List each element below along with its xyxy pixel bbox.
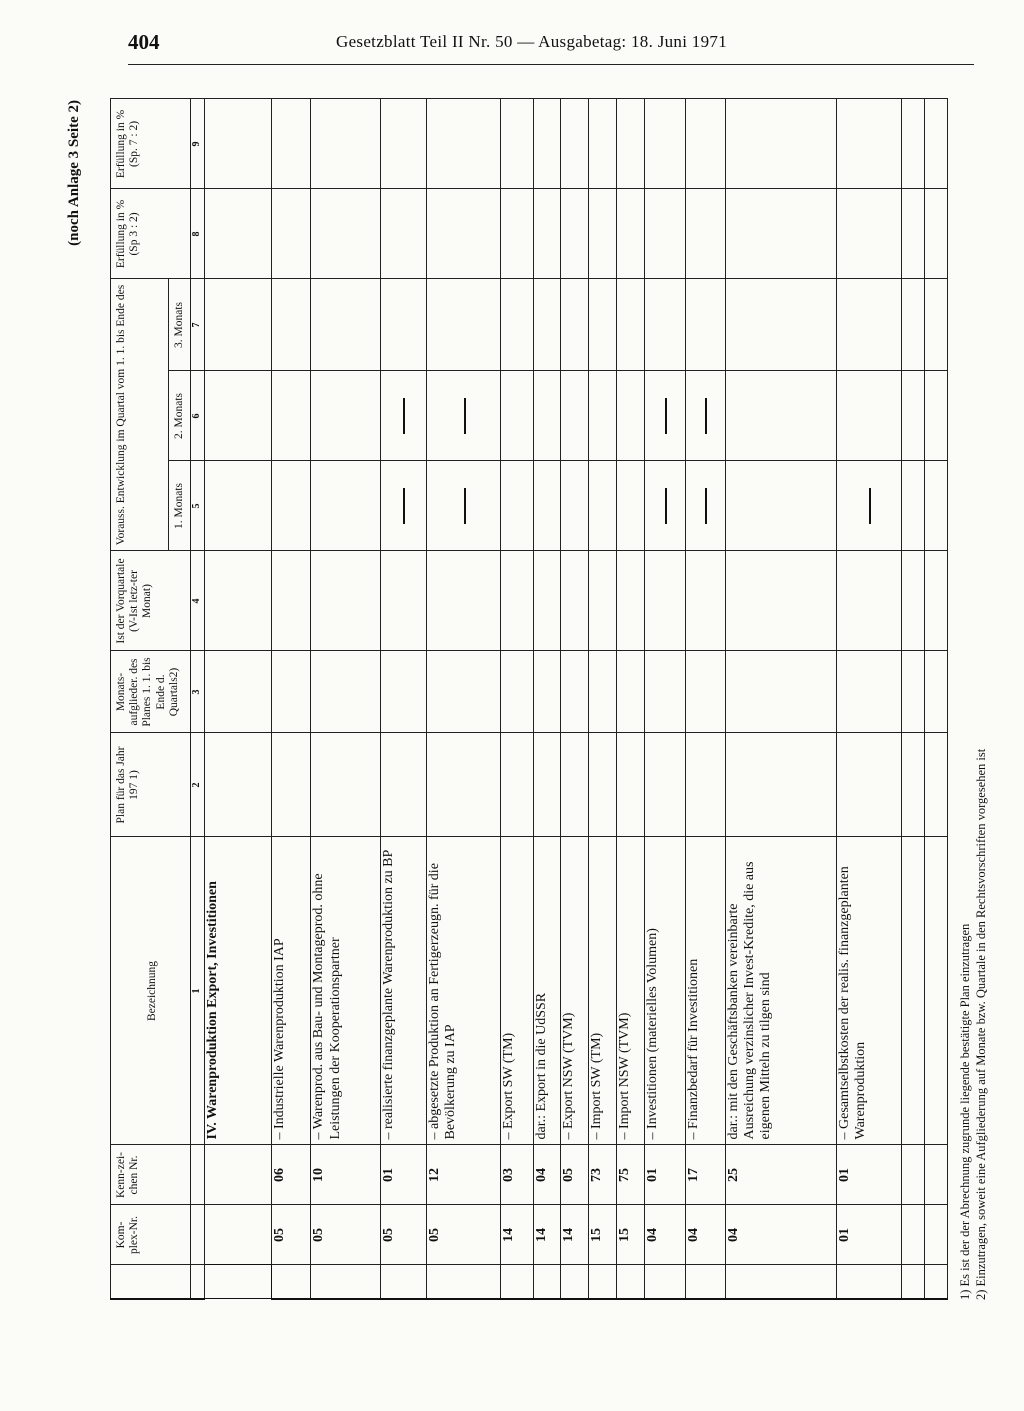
value-cell (501, 461, 533, 551)
value-cell (311, 99, 380, 189)
value-cell (836, 279, 901, 371)
column-number: 8 (191, 189, 205, 279)
komplex-nr: 15 (616, 1205, 644, 1265)
value-cell (533, 651, 561, 733)
empty-cell (901, 1265, 924, 1299)
section-row (205, 99, 272, 1299)
empty-cell (901, 837, 924, 1145)
value-cell (616, 733, 644, 837)
kennzeichen-nr: 06 (272, 1145, 311, 1205)
value-cell (616, 371, 644, 461)
empty-cell (924, 279, 947, 371)
value-cell (561, 461, 589, 551)
value-cell (427, 651, 501, 733)
table-row (533, 99, 561, 1299)
section-title: IV. Warenproduktion Export, Investitionen (205, 837, 272, 1145)
value-cell (686, 461, 725, 551)
value-cell (725, 371, 836, 461)
value-cell (427, 371, 501, 461)
empty-cell (616, 1265, 644, 1299)
row-description: – Import SW (TM) (589, 837, 617, 1145)
value-cell (561, 733, 589, 837)
value-cell (589, 189, 617, 279)
column-number: 7 (191, 279, 205, 371)
kennzeichen-nr: 75 (616, 1145, 644, 1205)
row-description: – abgesetzte Produktion an Fertigerzeugn. für die Bevölkerung zu IAP (427, 837, 501, 1145)
value-cell (725, 279, 836, 371)
kennzeichen-nr: 05 (561, 1145, 589, 1205)
value-cell (205, 551, 272, 651)
value-cell (205, 371, 272, 461)
value-cell (533, 371, 561, 461)
value-cell (205, 651, 272, 733)
footnote: 2) Einzutragen, soweit eine Aufgliederung auf Monate bzw. Quartale in den Rechtsvorschriften vorgesehen ist (973, 748, 988, 1300)
row-description: – Investitionen (materielles Volumen) (644, 837, 686, 1145)
row-description: – Import NSW (TVM) (616, 837, 644, 1145)
value-cell (311, 279, 380, 371)
komplex-nr: 04 (725, 1205, 836, 1265)
header-erfuellung-2: Erfüllung in % (Sp. 7 : 2) (111, 99, 191, 189)
lsp-label (205, 1265, 272, 1299)
value-cell (380, 279, 426, 371)
value-cell (836, 551, 901, 651)
table-row (589, 99, 617, 1299)
empty-cell (924, 371, 947, 461)
column-number: 3 (191, 651, 205, 733)
komplex-nr: 14 (533, 1205, 561, 1265)
value-cell (205, 461, 272, 551)
empty-cell (924, 1145, 947, 1205)
value-cell (311, 189, 380, 279)
value-cell (311, 551, 380, 651)
value-cell (616, 551, 644, 651)
header-monats: Monats-aufglieder. des Planes 1. 1. bis Ende d. Quartals2) (111, 651, 191, 733)
row-description: dar.: mit den Geschäftsbanken vereinbarte Ausreichung verzinslicher Invest-Kredite, die aus eigenen Mitteln zu tilgen sind (725, 837, 836, 1145)
empty-cell (924, 189, 947, 279)
value-cell (533, 99, 561, 189)
value-cell (836, 99, 901, 189)
kennzeichen-nr: 03 (501, 1145, 533, 1205)
kennzeichen-nr: 04 (533, 1145, 561, 1205)
value-cell (533, 461, 561, 551)
value-cell (272, 733, 311, 837)
empty-cell (501, 1265, 533, 1299)
table-row (272, 99, 311, 1299)
table-row (380, 99, 426, 1299)
header-month-1: 1. Monats (169, 461, 191, 551)
column-number-empty (191, 1205, 205, 1265)
value-cell (644, 99, 686, 189)
value-cell (380, 461, 426, 551)
empty-cell (427, 1265, 501, 1299)
value-cell (380, 733, 426, 837)
header-komplex: Kom-plex-Nr. (111, 1205, 191, 1265)
value-cell (686, 651, 725, 733)
komplex-nr: 05 (272, 1205, 311, 1265)
empty-cell (901, 461, 924, 551)
rotated-form (66, 100, 988, 1300)
value-cell (725, 189, 836, 279)
header-plan: Plan für das Jahr 197 1) (111, 733, 191, 837)
empty-cell (644, 1265, 686, 1299)
empty-cell (924, 733, 947, 837)
not-applicable-dash (665, 488, 667, 524)
kennzeichen-nr: 10 (311, 1145, 380, 1205)
value-cell (561, 551, 589, 651)
value-cell (501, 651, 533, 733)
komplex-nr: 04 (644, 1205, 686, 1265)
header-month-2: 2. Monats (169, 371, 191, 461)
value-cell (533, 551, 561, 651)
value-cell (836, 461, 901, 551)
value-cell (561, 189, 589, 279)
value-cell (616, 461, 644, 551)
value-cell (589, 651, 617, 733)
value-cell (501, 279, 533, 371)
not-applicable-dash (705, 398, 707, 434)
komplex-nr: 04 (686, 1205, 725, 1265)
value-cell (616, 279, 644, 371)
value-cell (380, 371, 426, 461)
value-cell (725, 733, 836, 837)
value-cell (644, 551, 686, 651)
value-cell (205, 733, 272, 837)
value-cell (311, 733, 380, 837)
value-cell (589, 279, 617, 371)
komplex-nr: 14 (561, 1205, 589, 1265)
value-cell (725, 651, 836, 733)
value-cell (644, 461, 686, 551)
value-cell (205, 189, 272, 279)
empty-cell (311, 1265, 380, 1299)
value-cell (644, 371, 686, 461)
value-cell (616, 651, 644, 733)
row-description: – Gesamtselbstkosten der realis. finanzgeplanten Warenproduktion (836, 837, 901, 1145)
value-cell (686, 551, 725, 651)
not-applicable-dash (403, 398, 405, 434)
value-cell (589, 551, 617, 651)
empty-cell (924, 1265, 947, 1299)
header-ist: Ist der Vorquartale (V-Ist letz-ter Monat) (111, 551, 191, 651)
table-row (501, 99, 533, 1299)
table-row (311, 99, 380, 1299)
value-cell (272, 189, 311, 279)
column-number: 9 (191, 99, 205, 189)
empty-cell (836, 1265, 901, 1299)
empty-cell (901, 99, 924, 189)
value-cell (561, 651, 589, 733)
empty-cell (901, 1205, 924, 1265)
empty-cell (901, 279, 924, 371)
empty-cell (924, 837, 947, 1145)
value-cell (380, 189, 426, 279)
column-number-empty (191, 1145, 205, 1205)
value-cell (561, 279, 589, 371)
value-cell (272, 371, 311, 461)
komplex-nr: 14 (501, 1205, 533, 1265)
page-header (128, 30, 974, 66)
header-empty (111, 1265, 191, 1299)
value-cell (272, 461, 311, 551)
value-cell (616, 189, 644, 279)
empty-row (901, 99, 924, 1299)
value-cell (644, 651, 686, 733)
kennzeichen-nr: 17 (686, 1145, 725, 1205)
empty-cell (589, 1265, 617, 1299)
column-number: 4 (191, 551, 205, 651)
value-cell (686, 371, 725, 461)
empty-cell (901, 733, 924, 837)
not-applicable-dash (403, 488, 405, 524)
value-cell (311, 371, 380, 461)
row-description: – realisierte finanzgeplante Warenproduktion zu BP (380, 837, 426, 1145)
header-erfuellung-1: Erfüllung in % (Sp 3 : 2) (111, 189, 191, 279)
value-cell (501, 189, 533, 279)
kennzeichen-nr: 73 (589, 1145, 617, 1205)
kennzeichen-nr: 25 (725, 1145, 836, 1205)
value-cell (836, 371, 901, 461)
column-number: 1 (191, 837, 205, 1145)
empty-cell (272, 1265, 311, 1299)
value-cell (427, 279, 501, 371)
kennzeichen-nr: 01 (836, 1145, 901, 1205)
value-cell (836, 189, 901, 279)
kennzeichen-nr: 12 (427, 1145, 501, 1205)
value-cell (380, 99, 426, 189)
komplex-nr: 05 (380, 1205, 426, 1265)
value-cell (836, 651, 901, 733)
kennzeichen-nr: 01 (380, 1145, 426, 1205)
table-row (836, 99, 901, 1299)
header-rule (128, 64, 974, 65)
empty-cell (533, 1265, 561, 1299)
value-cell (686, 733, 725, 837)
value-cell (311, 651, 380, 733)
value-cell (589, 99, 617, 189)
value-cell (272, 99, 311, 189)
value-cell (725, 461, 836, 551)
header-bezeichnung: Bezeichnung (111, 837, 191, 1145)
not-applicable-dash (869, 488, 871, 524)
report-table (110, 98, 948, 1300)
empty-cell (924, 99, 947, 189)
value-cell (501, 371, 533, 461)
value-cell (561, 371, 589, 461)
kennzeichen-nr: 01 (644, 1145, 686, 1205)
empty-cell (924, 651, 947, 733)
row-description: – Warenprod. aus Bau- und Montageprod. ohne Leistungen der Kooperationspartner (311, 837, 380, 1145)
value-cell (533, 733, 561, 837)
value-cell (561, 99, 589, 189)
not-applicable-dash (464, 488, 466, 524)
value-cell (427, 461, 501, 551)
value-cell (533, 189, 561, 279)
table-row (686, 99, 725, 1299)
value-cell (311, 461, 380, 551)
value-cell (427, 733, 501, 837)
komplex-nr: 05 (427, 1205, 501, 1265)
header-month-3: 3. Monats (169, 279, 191, 371)
value-cell (836, 733, 901, 837)
value-cell (644, 279, 686, 371)
footnotes (958, 100, 989, 1300)
value-cell (205, 99, 272, 189)
empty-cell (725, 1265, 836, 1299)
not-applicable-dash (705, 488, 707, 524)
empty-row (924, 99, 947, 1299)
table-row (427, 99, 501, 1299)
empty-cell (205, 1145, 272, 1205)
not-applicable-dash (464, 398, 466, 434)
value-cell (205, 279, 272, 371)
lsp-column-head (191, 1265, 205, 1299)
value-cell (725, 551, 836, 651)
empty-cell (561, 1265, 589, 1299)
value-cell (589, 371, 617, 461)
value-cell (427, 551, 501, 651)
value-cell (501, 551, 533, 651)
row-description: – Export NSW (TVM) (561, 837, 589, 1145)
table-row (616, 99, 644, 1299)
page-number: 404 (128, 30, 160, 54)
komplex-nr: 05 (311, 1205, 380, 1265)
empty-cell (924, 551, 947, 651)
table-row (561, 99, 589, 1299)
value-cell (427, 99, 501, 189)
empty-cell (924, 461, 947, 551)
table-row (644, 99, 686, 1299)
header-kennzeichen: Kenn-zei-chen Nr. (111, 1145, 191, 1205)
empty-cell (901, 371, 924, 461)
empty-cell (380, 1265, 426, 1299)
value-cell (686, 189, 725, 279)
row-description: – Finanzbedarf für Investitionen (686, 837, 725, 1145)
value-cell (686, 99, 725, 189)
empty-cell (686, 1265, 725, 1299)
empty-cell (901, 189, 924, 279)
empty-cell (205, 1205, 272, 1265)
empty-cell (901, 1145, 924, 1205)
value-cell (725, 99, 836, 189)
header-vorauss: Vorauss. Entwicklung im Quartal vom 1. 1. bis Ende des (111, 279, 169, 551)
annex-note: (noch Anlage 3 Seite 2) (66, 100, 82, 246)
not-applicable-dash (665, 398, 667, 434)
column-number: 5 (191, 461, 205, 551)
column-number: 2 (191, 733, 205, 837)
empty-cell (901, 651, 924, 733)
value-cell (533, 279, 561, 371)
value-cell (501, 99, 533, 189)
row-description: – Export SW (TM) (501, 837, 533, 1145)
komplex-nr: 15 (589, 1205, 617, 1265)
value-cell (272, 279, 311, 371)
empty-cell (924, 1205, 947, 1265)
row-description: dar.: Export in die UdSSR (533, 837, 561, 1145)
value-cell (686, 279, 725, 371)
value-cell (427, 189, 501, 279)
gazette-title: Gesetzblatt Teil II Nr. 50 — Ausgabetag: 18. Juni 1971 (336, 32, 727, 51)
value-cell (644, 189, 686, 279)
value-cell (501, 733, 533, 837)
value-cell (380, 651, 426, 733)
value-cell (589, 461, 617, 551)
value-cell (589, 733, 617, 837)
value-cell (380, 551, 426, 651)
value-cell (644, 733, 686, 837)
empty-cell (901, 551, 924, 651)
komplex-nr: 01 (836, 1205, 901, 1265)
value-cell (616, 99, 644, 189)
value-cell (272, 551, 311, 651)
column-number: 6 (191, 371, 205, 461)
value-cell (272, 651, 311, 733)
row-description: – Industrielle Warenproduktion IAP (272, 837, 311, 1145)
table-row (725, 99, 836, 1299)
footnote: 1) Es ist der der Abrechnung zugrunde liegende bestätigte Plan einzutragen (958, 923, 972, 1300)
